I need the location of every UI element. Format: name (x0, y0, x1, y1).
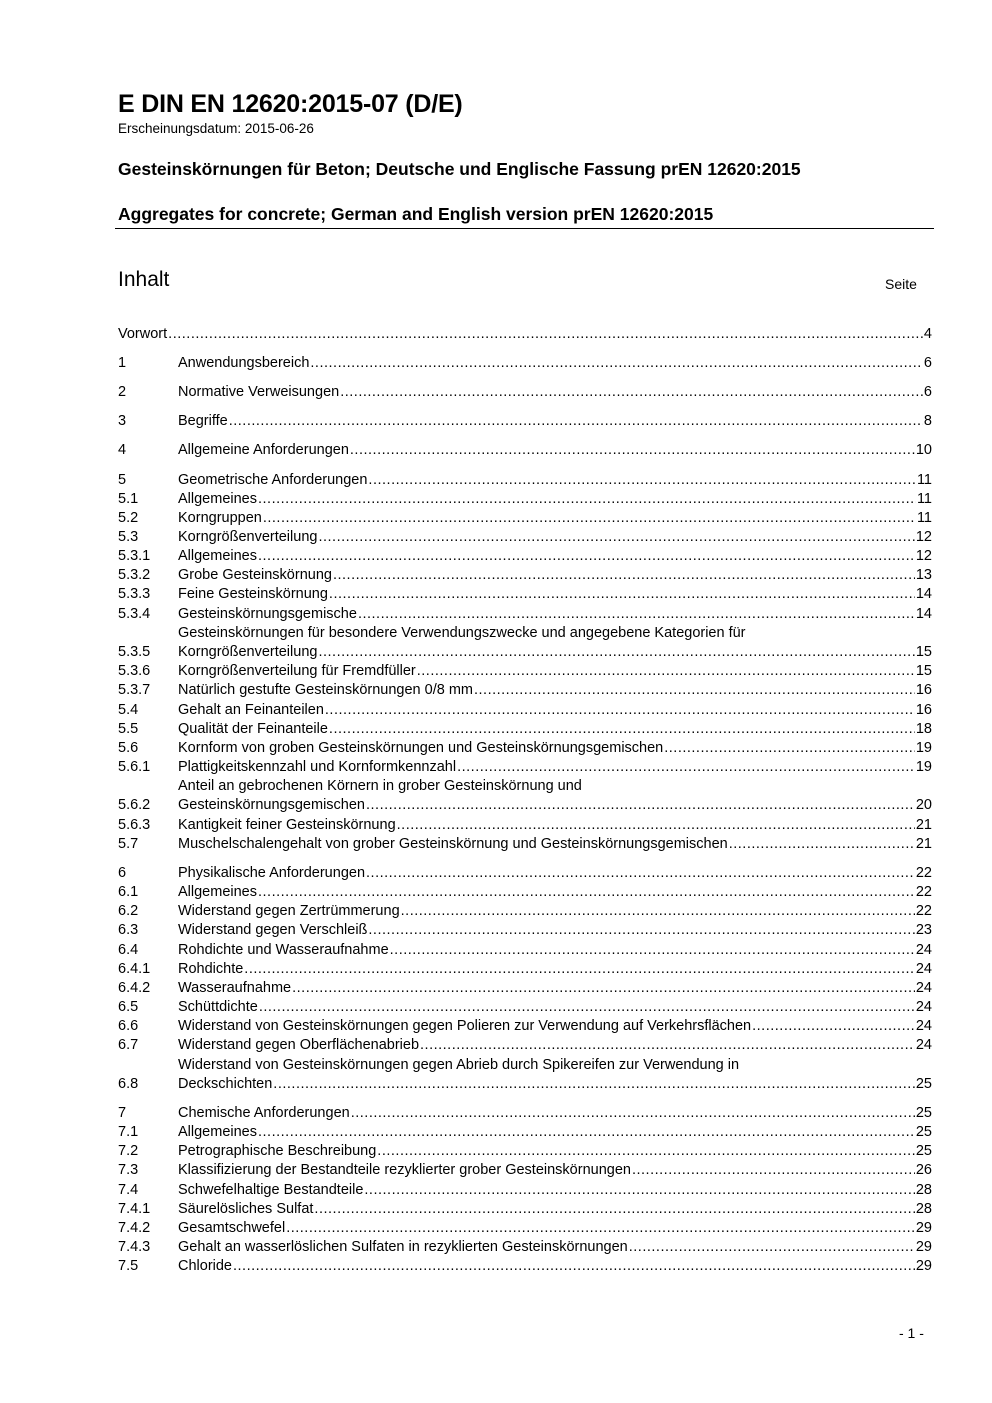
toc-dot-leader (358, 605, 915, 624)
toc-entry[interactable] (118, 566, 932, 585)
toc-entry[interactable] (118, 1075, 932, 1094)
toc-entry-title: Geometrische Anforderungen (178, 472, 368, 488)
document-title: E DIN EN 12620:2015-07 (D/E) (118, 90, 463, 118)
toc-entry[interactable] (118, 960, 932, 979)
toc-entry-title: Korngruppen (178, 510, 262, 526)
toc-dot-leader (664, 739, 915, 758)
toc-entry[interactable] (118, 796, 932, 815)
toc-entry[interactable] (118, 681, 932, 700)
toc-entry-number: 6.4.2 (118, 980, 151, 996)
toc-entry-number: 7.4.2 (118, 1220, 151, 1236)
toc-entry-page: 15 (915, 644, 932, 660)
toc-entry-title-line: Gesteinskörnungen für besondere Verwendungszwecke und angegebene Kategorien für (178, 625, 746, 641)
toc-entry-number: 5.3.7 (118, 682, 151, 698)
toc-entry-title: Chloride (178, 1258, 232, 1274)
toc-entry[interactable] (118, 921, 932, 940)
toc-entry-page: 12 (915, 529, 932, 545)
toc-entry-number: 7 (118, 1105, 127, 1121)
toc-entry-page: 24 (915, 942, 932, 958)
toc-entry[interactable] (118, 701, 932, 720)
toc-entry[interactable] (118, 1123, 932, 1142)
toc-entry-number: 5.6.1 (118, 759, 151, 775)
toc-entry-title: Widerstand gegen Oberflächenabrieb (178, 1037, 420, 1053)
toc-entry-page: 16 (915, 702, 932, 718)
toc-dot-leader (273, 1075, 915, 1094)
toc-entry[interactable] (118, 412, 932, 431)
toc-entry[interactable] (118, 758, 932, 777)
toc-entry-title-line: Anteil an gebrochenen Körnern in grober Gesteinskörnung und (178, 778, 582, 794)
toc-entry-number: 7.3 (118, 1162, 139, 1178)
toc-entry-page: 24 (915, 1037, 932, 1053)
toc-dot-leader (329, 720, 915, 739)
toc-entry-number: 5.6.3 (118, 817, 151, 833)
toc-dot-leader (325, 701, 915, 720)
toc-dot-leader (474, 681, 915, 700)
toc-entry-number: 6.7 (118, 1037, 139, 1053)
page-number: - 1 - (899, 1325, 924, 1341)
toc-dot-leader (377, 1142, 915, 1161)
toc-entry-number: 5.4 (118, 702, 139, 718)
toc-entry-number: 6.6 (118, 1018, 139, 1034)
toc-entry-title: Säurelösliches Sulfat (178, 1201, 314, 1217)
toc-entry-page: 25 (915, 1076, 932, 1092)
toc-entry-title: Deckschichten (178, 1076, 273, 1092)
toc-dot-leader (368, 471, 916, 490)
toc-heading: Inhalt (118, 268, 170, 291)
toc-entry-title: Korngrößenverteilung (178, 529, 318, 545)
toc-dot-leader (632, 1161, 915, 1180)
toc-dot-leader (229, 412, 923, 431)
toc-entry-page: 11 (916, 491, 932, 507)
toc-dot-leader (329, 585, 915, 604)
toc-entry[interactable] (118, 739, 932, 758)
toc-entry-number: 5.3.6 (118, 663, 151, 679)
toc-entry-title-line: Widerstand von Gesteinskörnungen gegen Abrieb durch Spikereifen zur Verwendung in (178, 1057, 740, 1073)
toc-entry-page: 24 (915, 961, 932, 977)
toc-entry[interactable] (118, 441, 932, 460)
toc-entry-number: 5.1 (118, 491, 139, 507)
toc-entry[interactable] (118, 883, 932, 902)
toc-entry[interactable] (118, 1181, 932, 1200)
toc-entry-page: 25 (915, 1124, 932, 1140)
toc-entry-number: 3 (118, 413, 127, 429)
toc-entry[interactable] (118, 1036, 932, 1055)
toc-dot-leader (233, 1257, 915, 1276)
toc-entry-page: 28 (915, 1182, 932, 1198)
toc-entry-number: 5.2 (118, 510, 139, 526)
toc-entry-title: Wasseraufnahme (178, 980, 292, 996)
toc-entry-page: 24 (915, 1018, 932, 1034)
toc-dot-leader (263, 509, 916, 528)
toc-dot-leader (390, 941, 915, 960)
toc-entry-page: 22 (915, 903, 932, 919)
toc-dot-leader (258, 547, 915, 566)
toc-entry-title: Chemische Anforderungen (178, 1105, 350, 1121)
toc-entry-page: 10 (915, 442, 932, 458)
toc-dot-leader (310, 354, 923, 373)
toc-entry-title: Plattigkeitskennzahl und Kornformkennzahl (178, 759, 457, 775)
toc-entry-page: 21 (915, 817, 932, 833)
toc-entry-page: 4 (923, 326, 932, 342)
toc-entry-number: 2 (118, 384, 127, 400)
toc-entry-number: 5.3.2 (118, 567, 151, 583)
toc-dot-leader (350, 441, 915, 460)
toc-entry-number: 5.3.5 (118, 644, 151, 660)
toc-entry-title: Schwefelhaltige Bestandteile (178, 1182, 364, 1198)
toc-entry[interactable] (118, 605, 932, 624)
toc-entry-title: Physikalische Anforderungen (178, 865, 366, 881)
toc-dot-leader (244, 960, 915, 979)
toc-entry-page: 14 (915, 586, 932, 602)
toc-dot-leader (420, 1036, 915, 1055)
toc-dot-leader (397, 816, 915, 835)
toc-entry-title: Widerstand gegen Zertrümmerung (178, 903, 400, 919)
toc-entry[interactable] (118, 1257, 932, 1276)
toc-entry-title: Anwendungsbereich (178, 355, 310, 371)
toc-entry-title: Widerstand von Gesteinskörnungen gegen Polieren zur Verwendung auf Verkehrsflächen (178, 1018, 752, 1034)
toc-entry-title: Allgemeines (178, 1124, 257, 1140)
toc-entry-title: Gesteinskörnungsgemische (178, 606, 357, 622)
toc-dot-leader (292, 979, 915, 998)
toc-entry[interactable] (118, 354, 932, 373)
toc-entry-page: 21 (915, 836, 932, 852)
title-english: Aggregates for concrete; German and English version prEN 12620:2015 (118, 204, 714, 224)
toc-entry-number: 6.2 (118, 903, 139, 919)
toc-dot-leader (366, 864, 915, 883)
toc-dot-leader (351, 1104, 915, 1123)
toc-entry[interactable] (118, 998, 932, 1017)
toc-entry-page: 11 (916, 472, 932, 488)
toc-entry-title: Normative Verweisungen (178, 384, 340, 400)
toc-dot-leader (333, 566, 915, 585)
toc-dot-leader (364, 1181, 914, 1200)
toc-entry[interactable] (118, 835, 932, 854)
toc-entry-title: Begriffe (178, 413, 228, 429)
toc-entry-number: 5.7 (118, 836, 139, 852)
toc-entry[interactable] (118, 585, 932, 604)
toc-entry[interactable] (118, 383, 932, 402)
toc-entry-page: 20 (915, 797, 932, 813)
toc-entry-title: Rohdichte und Wasseraufnahme (178, 942, 389, 958)
toc-dot-leader (417, 662, 915, 681)
toc-entry-title: Grobe Gesteinskörnung (178, 567, 332, 583)
toc-dot-leader (318, 643, 914, 662)
toc-entry-title: Allgemeines (178, 491, 257, 507)
toc-dot-leader (366, 796, 915, 815)
toc-entry[interactable] (118, 720, 932, 739)
toc-entry-title: Allgemeine Anforderungen (178, 442, 349, 458)
toc-entry-number: 5.6.2 (118, 797, 151, 813)
toc-entry-title: Allgemeines (178, 548, 257, 564)
toc-entry-page: 29 (915, 1258, 932, 1274)
toc-dot-leader (258, 1123, 915, 1142)
toc-entry-number: 7.1 (118, 1124, 139, 1140)
toc-entry-number: 7.2 (118, 1143, 139, 1159)
toc-entry[interactable] (118, 509, 932, 528)
toc-entry-number: 4 (118, 442, 127, 458)
toc-entry[interactable] (118, 902, 932, 921)
toc-dot-leader (168, 325, 923, 344)
toc-entry-title: Natürlich gestufte Gesteinskörnungen 0/8 mm (178, 682, 473, 698)
toc-entry-title: Korngrößenverteilung (178, 644, 318, 660)
toc-page-label: Seite (885, 276, 917, 292)
toc-dot-leader (259, 998, 915, 1017)
toc-entry-title: Gesamtschwefel (178, 1220, 286, 1236)
toc-entry-number: 6.1 (118, 884, 139, 900)
toc-dot-leader (314, 1200, 914, 1219)
toc-entry-title: Allgemeines (178, 884, 257, 900)
toc-entry-number: 5.3.3 (118, 586, 151, 602)
toc-entry-title: Feine Gesteinskörnung (178, 586, 328, 602)
toc-entry-title: Gehalt an Feinanteilen (178, 702, 324, 718)
toc-entry-page: 29 (915, 1239, 932, 1255)
toc-entry[interactable] (118, 1142, 932, 1161)
toc-entry-page: 25 (915, 1143, 932, 1159)
toc-dot-leader (629, 1238, 915, 1257)
toc-entry-title: Qualität der Feinanteile (178, 721, 328, 737)
title-german: Gesteinskörnungen für Beton; Deutsche und Englische Fassung prEN 12620:2015 (118, 159, 801, 179)
toc-entry[interactable] (118, 1161, 932, 1180)
toc-entry-page: 19 (915, 740, 932, 756)
toc-entry[interactable] (118, 1200, 932, 1219)
toc-entry-page: 19 (915, 759, 932, 775)
toc-entry-page: 26 (915, 1162, 932, 1178)
toc-entry-title: Gesteinskörnungsgemischen (178, 797, 365, 813)
toc-entry-page: 29 (915, 1220, 932, 1236)
toc-dot-leader (729, 835, 915, 854)
toc-entry-number: 5.3 (118, 529, 139, 545)
toc-entry-title: Rohdichte (178, 961, 244, 977)
toc-dot-leader (368, 921, 914, 940)
toc-entry-title: Petrographische Beschreibung (178, 1143, 377, 1159)
toc-entry[interactable] (118, 662, 932, 681)
toc-entry-title: Korngrößenverteilung für Fremdfüller (178, 663, 416, 679)
toc-entry-number: 6 (118, 865, 127, 881)
toc-entry-title: Muschelschalengehalt von grober Gesteinskörnung und Gesteinskörnungsgemischen (178, 836, 728, 852)
toc-entry-page: 24 (915, 980, 932, 996)
toc-entry-number: 5.3.1 (118, 548, 151, 564)
toc-entry[interactable] (118, 1219, 932, 1238)
toc-entry[interactable] (118, 528, 932, 547)
toc-entry-number: 5.3.4 (118, 606, 151, 622)
toc-entry-page: 22 (915, 884, 932, 900)
toc-entry[interactable] (118, 941, 932, 960)
toc-entry-page: 18 (915, 721, 932, 737)
toc-entry[interactable] (118, 490, 932, 509)
toc-entry-title: Kantigkeit feiner Gesteinskörnung (178, 817, 396, 833)
toc-entry-page: 24 (915, 999, 932, 1015)
toc-dot-leader (318, 528, 914, 547)
toc-dot-leader (457, 758, 915, 777)
toc-entry-title: Vorwort (118, 326, 168, 342)
toc-entry-page: 6 (923, 384, 932, 400)
toc-entry-number: 5.5 (118, 721, 139, 737)
header-divider (115, 228, 934, 229)
toc-entry-number: 6.5 (118, 999, 139, 1015)
toc-dot-leader (258, 883, 915, 902)
toc-entry-page: 13 (915, 567, 932, 583)
toc-entry-page: 8 (923, 413, 932, 429)
toc-entry-number: 1 (118, 355, 127, 371)
toc-entry-title: Klassifizierung der Bestandteile rezyklierter grober Gesteinskörnungen (178, 1162, 631, 1178)
toc-entry[interactable] (118, 1104, 932, 1123)
toc-entry[interactable] (118, 864, 932, 883)
toc-entry-number: 7.4.3 (118, 1239, 151, 1255)
toc-entry-page: 28 (915, 1201, 932, 1217)
toc-entry[interactable] (118, 471, 932, 490)
toc-dot-leader (340, 383, 923, 402)
toc-dot-leader (752, 1017, 915, 1036)
toc-entry[interactable] (118, 816, 932, 835)
toc-entry-page: 6 (923, 355, 932, 371)
toc-entry[interactable] (118, 325, 932, 344)
toc-entry-page: 25 (915, 1105, 932, 1121)
toc-entry-number: 5.6 (118, 740, 139, 756)
toc-entry-number: 6.4 (118, 942, 139, 958)
toc-entry[interactable] (118, 547, 932, 566)
toc-entry-page: 23 (915, 922, 932, 938)
toc-entry-number: 7.4 (118, 1182, 139, 1198)
toc-dot-leader (401, 902, 915, 921)
toc-entry[interactable] (118, 979, 932, 998)
toc-entry-number: 7.5 (118, 1258, 139, 1274)
toc-entry-page: 15 (915, 663, 932, 679)
toc-entry-number: 5 (118, 472, 127, 488)
toc-entry-number: 6.3 (118, 922, 139, 938)
toc-entry[interactable] (118, 643, 932, 662)
toc-entry-page: 11 (916, 510, 932, 526)
toc-dot-leader (258, 490, 916, 509)
toc-entry-title: Widerstand gegen Verschleiß (178, 922, 368, 938)
toc-entry-number: 6.4.1 (118, 961, 151, 977)
publication-date: Erscheinungsdatum: 2015-06-26 (118, 121, 314, 136)
toc-entry-page: 16 (915, 682, 932, 698)
toc-entry-page: 22 (915, 865, 932, 881)
toc-entry[interactable] (118, 1017, 932, 1036)
toc-entry-number: 7.4.1 (118, 1201, 151, 1217)
toc-entry[interactable] (118, 1238, 932, 1257)
toc-entry-page: 14 (915, 606, 932, 622)
toc-dot-leader (286, 1219, 915, 1238)
toc-entry-title: Gehalt an wasserlöslichen Sulfaten in rezyklierten Gesteinskörnungen (178, 1239, 628, 1255)
toc-entry-number: 6.8 (118, 1076, 139, 1092)
toc-entry-page: 12 (915, 548, 932, 564)
toc-entry-title: Schüttdichte (178, 999, 258, 1015)
toc-entry-title: Kornform von groben Gesteinskörnungen und Gesteinskörnungsgemischen (178, 740, 664, 756)
